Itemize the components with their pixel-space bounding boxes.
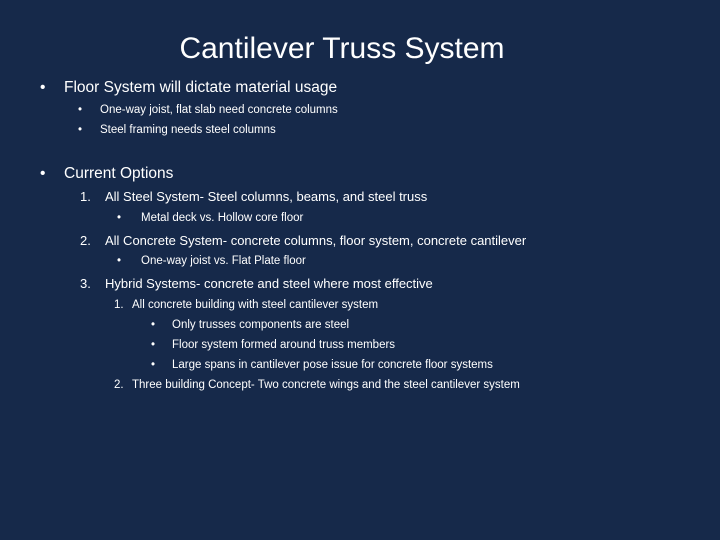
- subitem-number: 2.: [114, 379, 124, 391]
- sub-bullet-item: One-way joist, flat slab need concrete columns: [100, 104, 338, 116]
- option-number: 1.: [80, 189, 91, 204]
- option-all-steel: All Steel System- Steel columns, beams, and steel truss: [105, 189, 428, 204]
- sub-bullet-item: One-way joist vs. Flat Plate floor: [141, 255, 306, 267]
- bullet-marker: •: [40, 165, 46, 182]
- bullet-marker: •: [151, 359, 156, 371]
- bullet-marker: •: [78, 124, 83, 136]
- option-hybrid: Hybrid Systems- concrete and steel where most effective: [105, 276, 433, 291]
- sub-bullet-item: Steel framing needs steel columns: [100, 124, 276, 136]
- bullet-current-options: Current Options: [64, 165, 174, 182]
- sub-bullet-item: Only trusses components are steel: [172, 319, 350, 331]
- bullet-marker: •: [78, 104, 83, 116]
- subitem-all-concrete-building: All concrete building with steel cantilever system: [132, 299, 379, 311]
- subitem-three-building-concept: Three building Concept- Two concrete wings and the steel cantilever system: [132, 379, 520, 391]
- sub-bullet-item: Floor system formed around truss members: [172, 339, 396, 351]
- sub-bullet-item: Metal deck vs. Hollow core floor: [141, 212, 304, 224]
- option-all-concrete: All Concrete System- concrete columns, floor system, concrete cantilever: [105, 233, 527, 248]
- option-number: 3.: [80, 276, 91, 291]
- subitem-number: 1.: [114, 299, 124, 311]
- sub-bullet-item: Large spans in cantilever pose issue for concrete floor systems: [172, 359, 493, 371]
- bullet-marker: •: [151, 319, 156, 331]
- bullet-marker: •: [151, 339, 156, 351]
- bullet-floor-system: Floor System will dictate material usage: [64, 79, 338, 96]
- slide-title: Cantilever Truss System: [179, 32, 505, 65]
- bullet-marker: •: [40, 79, 46, 96]
- bullet-marker: •: [117, 212, 122, 224]
- option-number: 2.: [80, 233, 91, 248]
- bullet-marker: •: [117, 255, 122, 267]
